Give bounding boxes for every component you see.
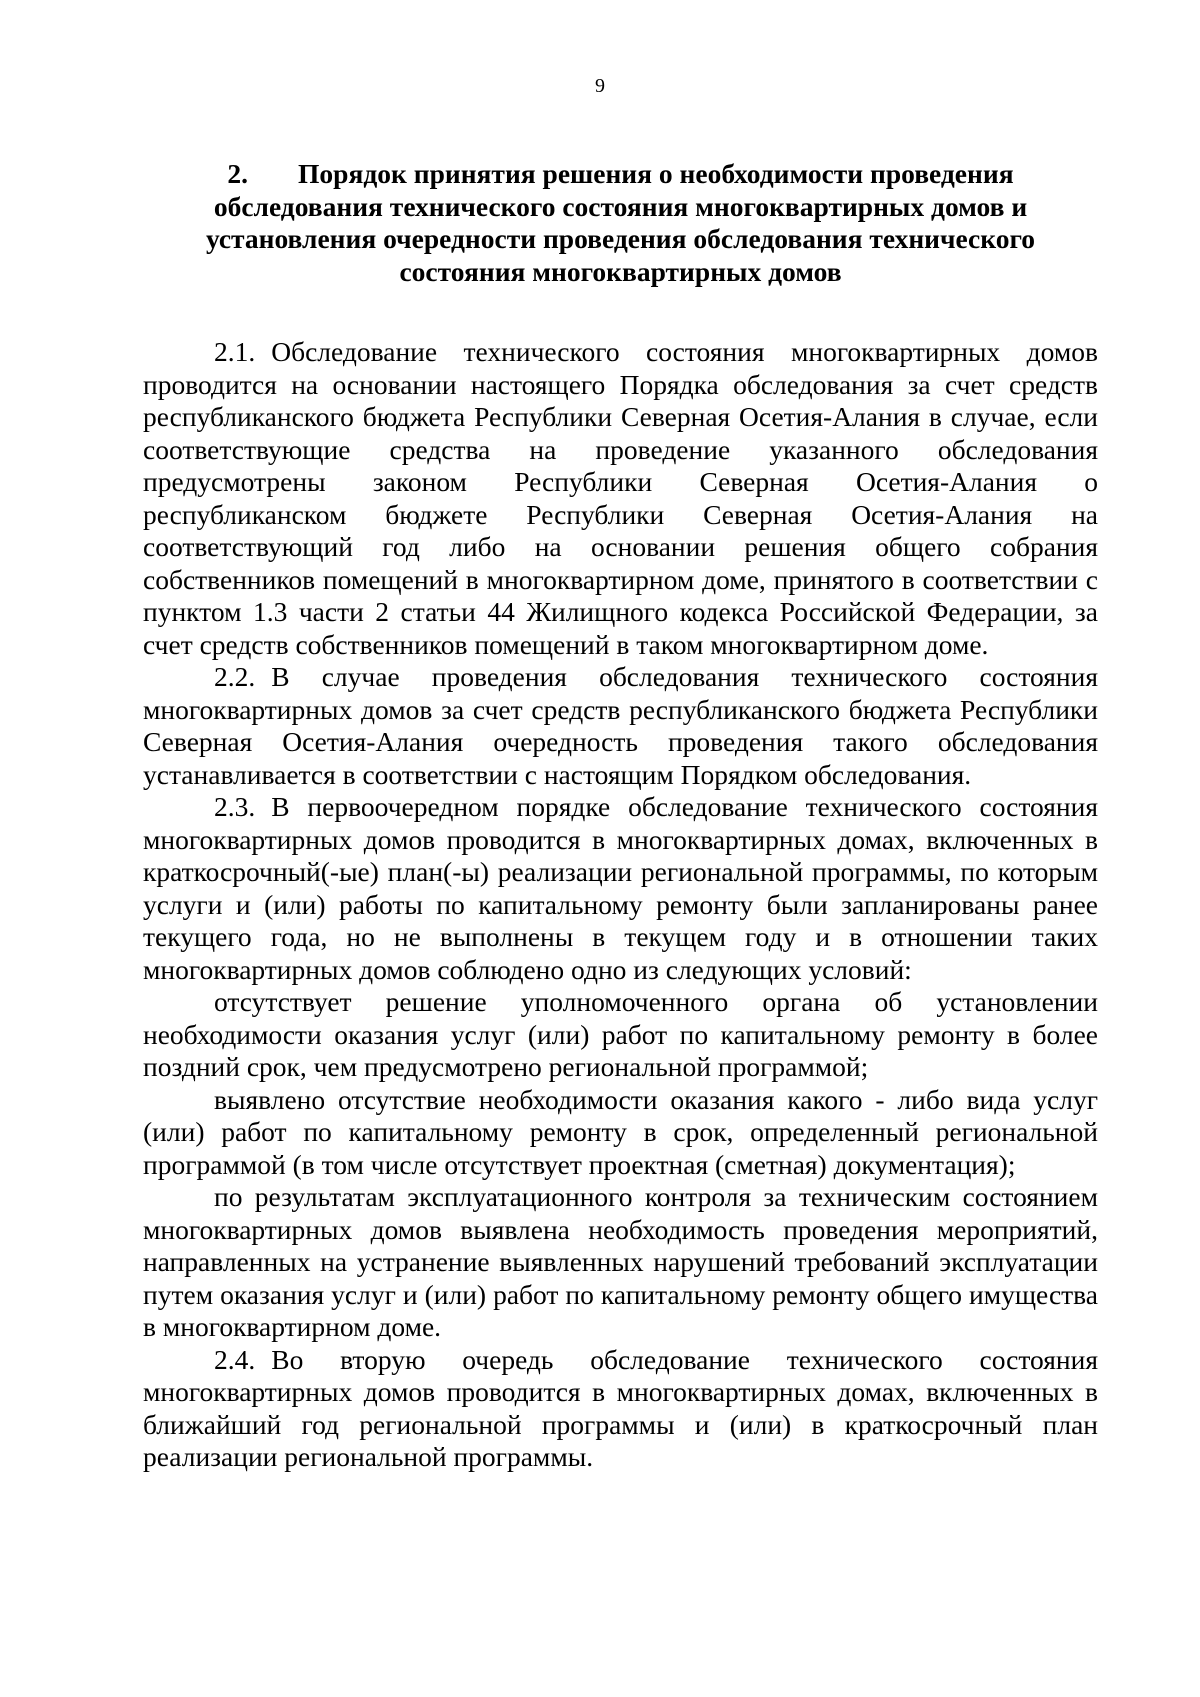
paragraph-number: 2.1.	[214, 336, 256, 367]
condition-text: выявлено отсутствие необходимости оказания какого - либо вида услуг (или) работ по капитальному ремонту в срок, определенный региональной программой (в том числе отсутствует проектная (сметная) документация);	[143, 1083, 1098, 1180]
paragraph-number: 2.4.	[214, 1343, 256, 1375]
condition-text: отсутствует решение уполномоченного органа об установлении необходимости оказания услуг (или) работ по капитальному ремонту в более поздний срок, чем предусмотрено региональной программой;	[143, 986, 1098, 1082]
paragraph-number: 2.3.	[214, 791, 256, 822]
condition-item-3	[143, 1181, 1098, 1344]
paragraph-2-1	[143, 336, 1098, 661]
condition-item-1	[143, 986, 1098, 1084]
condition-text: по результатам эксплуатационного контроля за техническим состоянием многоквартирных домов выявлена необходимость проведения мероприятий, направленных на устранение выявленных нарушений требований эксплуатации путем оказания услуг и (или) работ по капитальному ремонту общего имущества в многоквартирном доме.	[143, 1181, 1098, 1342]
paragraph-text: В случае проведения обследования технического состояния многоквартирных домов за счет средств республиканского бюджета Республики Северная Осетия-Алания очередность проведения такого обследования устанавливается в соответствии с настоящим Порядком обследования.	[143, 661, 1098, 790]
paragraph-text: Обследование технического состояния многоквартирных домов проводится на основании настоящего Порядка обследования за счет средств республиканского бюджета Республики Северная Осетия-Алания в случае, если соответствующие средства на проведение указанного обследования предусмотрены законом Республики Северная Осетия-Алания о республиканском бюджете Республики Северная Осетия-Алания на соответствующий год либо на основании решения общего собрания собственников помещений в многоквартирном доме, принятого в соответствии с пунктом 1.3 части 2 статьи 44 Жилищного кодекса Российской Федерации, за счет средств собственников помещений в таком многоквартирном доме.	[143, 336, 1098, 660]
paragraph-2-4	[143, 1344, 1098, 1474]
paragraph-text: Во вторую очередь обследование технического состояния многоквартирных домов проводится в многоквартирных домах, включенных в ближайший год региональной программы и (или) в краткосрочный план реализации региональной программы.	[143, 1343, 1098, 1472]
section-title: Порядок принятия решения о необходимости проведения обследования технического состояния многоквартирных домов и установления очередности проведения обследования технического состояния многоквартирных домов	[205, 158, 1036, 287]
condition-item-2	[143, 1084, 1098, 1182]
document-body	[143, 158, 1098, 1474]
section-number: 2.	[227, 158, 249, 189]
paragraph-text: В первоочередном порядке обследование технического состояния многоквартирных домов проводится в многоквартирных домах, включенных в краткосрочный(-ые) план(-ы) реализации региональной программы, по которым услуги и (или) работы по капитальному ремонту были запланированы ранее текущего года, но не выполнены в текущем году и в отношении таких многоквартирных домов соблюдено одно из следующих условий:	[143, 791, 1098, 985]
paragraph-2-2	[143, 661, 1098, 791]
paragraph-number: 2.2.	[214, 661, 256, 692]
page-number: 9	[595, 75, 605, 97]
section-heading	[143, 158, 1098, 288]
paragraph-2-3	[143, 791, 1098, 986]
